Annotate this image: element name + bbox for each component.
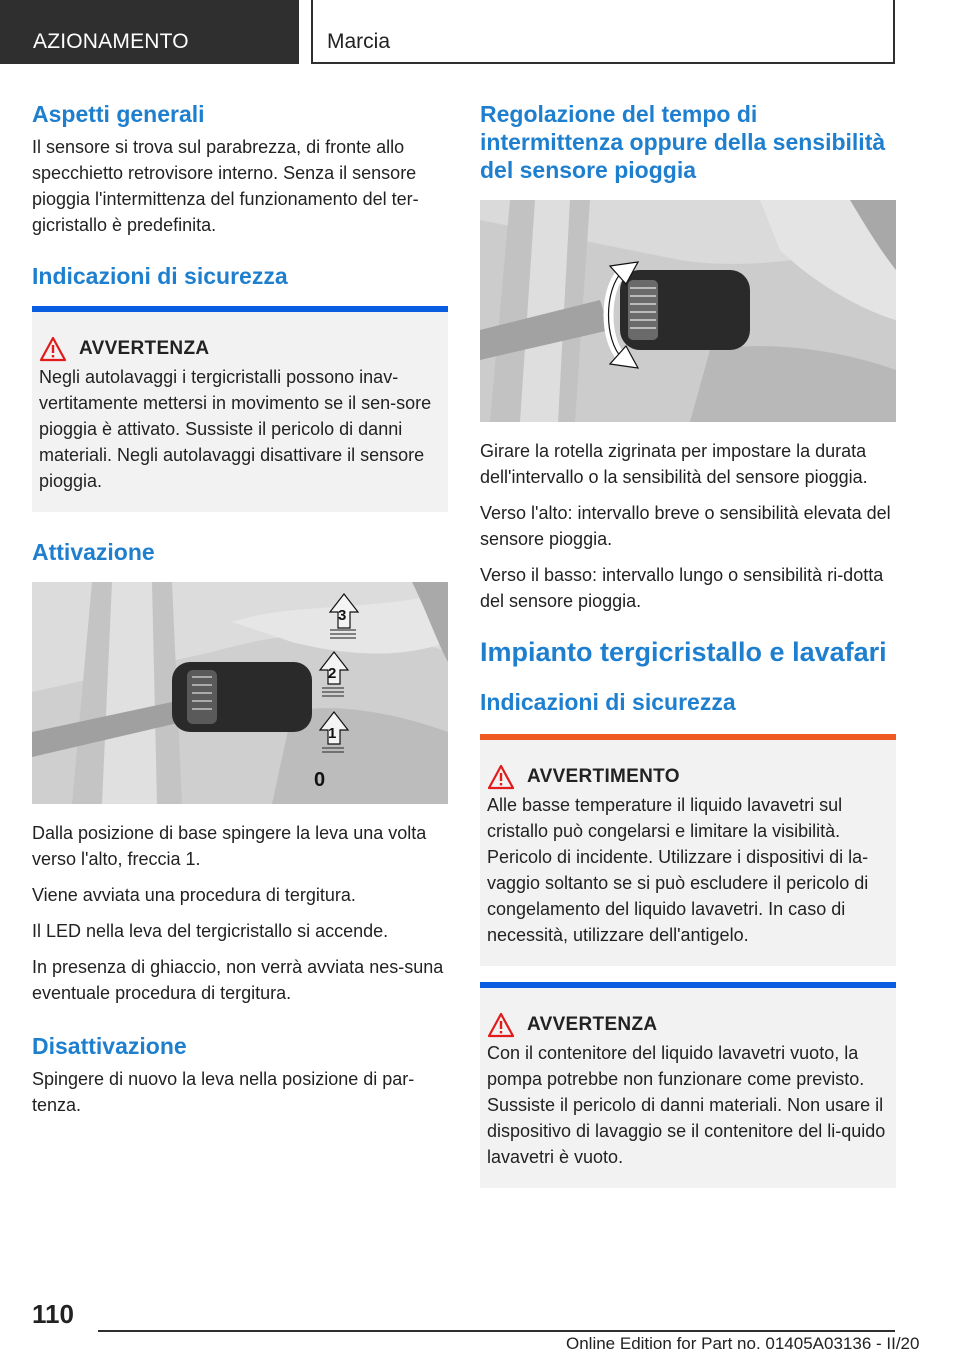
- figure-label-0: 0: [314, 769, 326, 791]
- figure-label-3: 3: [338, 607, 347, 624]
- warning-title: AVVERTENZA: [79, 338, 210, 359]
- section-tab: AZIONAMENTO: [0, 0, 299, 64]
- paragraph-regolazione-2: Verso l'alto: intervallo breve o sensibilità elevata del sensore pioggia.: [480, 503, 891, 549]
- paragraph-attivazione-3: Il LED nella leva del tergicristallo si accende.: [32, 921, 389, 941]
- page-number: 110: [32, 1299, 74, 1329]
- warning-box-avvertenza-2: [480, 982, 896, 1188]
- heading-aspetti-generali: Aspetti generali: [32, 101, 205, 127]
- left-column: [32, 100, 448, 1128]
- warning-triangle-icon: [487, 764, 515, 790]
- warning-box-avvertenza: [32, 306, 448, 512]
- right-column: [480, 100, 896, 1204]
- warning-triangle-icon: [39, 336, 67, 362]
- figure-label-1: 1: [328, 725, 337, 742]
- warning-text: Con il contenitore del liquido lavavetri vuoto, la pompa potrebbe non funzionare come previsto. Sussiste il pericolo di danni materiali. Non usare il dispositivo di lavaggio se il contenitore del li-quido lavavetri è vuoto.: [487, 1043, 886, 1167]
- paragraph-regolazione-1: Girare la rotella zigrinata per impostare la durata dell'intervallo o la sensibilità del sensore pioggia.: [480, 441, 868, 487]
- paragraph-regolazione-3: Verso il basso: intervallo lungo o sensibilità ri-dotta del sensore pioggia.: [480, 565, 884, 611]
- heading-disattivazione: Disattivazione: [32, 1033, 187, 1059]
- warning-text: Alle basse temperature il liquido lavavetri sul cristallo può congelarsi e limitare la visibilità. Pericolo di incidente. Utilizzare i dispositivi di la-vaggio soltanto se si può escludere il pericolo di congelamento del liquido lavavetri. In caso di necessità, utilizzare dell'antigelo.: [487, 795, 869, 945]
- warning-title: AVVERTENZA: [527, 1014, 658, 1035]
- figure-knurled-wheel: [480, 200, 896, 422]
- chapter-tab: Marcia: [311, 0, 895, 64]
- footer-edition: Online Edition for Part no. 01405A03136 - II/20: [566, 1334, 920, 1353]
- heading-impianto-tergicristallo: Impianto tergicristallo e lavafari: [480, 637, 887, 667]
- paragraph-aspetti: Il sensore si trova sul parabrezza, di fronte allo specchietto retrovisore interno. Senza il sensore pioggia l'intermittenza del funzionamento del ter-gicristallo è predefinita.: [32, 137, 419, 235]
- heading-regolazione: Regolazione del tempo di intermittenza oppure della sensibilità del sensore pioggia: [480, 101, 886, 183]
- figure-label-2: 2: [328, 665, 337, 682]
- warning-triangle-icon: [487, 1012, 515, 1038]
- lever-wheel-image: [620, 270, 750, 350]
- paragraph-attivazione-4: In presenza di ghiaccio, non verrà avviata nes-suna eventuale procedura di tergitura.: [32, 957, 444, 1003]
- warning-text: Negli autolavaggi i tergicristalli possono inav-vertitamente mettersi in movimento se il sen-sore pioggia è attivato. Sussiste il pericolo di danni materiali. Negli autolavaggi disattivare il sensore pioggia.: [39, 367, 432, 491]
- warning-title: AVVERTIMENTO: [527, 766, 680, 787]
- heading-indicazioni-sicurezza: Indicazioni di sicurezza: [32, 263, 288, 289]
- paragraph-attivazione-1: Dalla posizione di base spingere la leva una volta verso l'alto, freccia 1.: [32, 823, 427, 869]
- paragraph-attivazione-2: Viene avviata una procedura di tergitura.: [32, 885, 356, 905]
- heading-attivazione: Attivazione: [32, 539, 155, 565]
- paragraph-disattivazione: Spingere di nuovo la leva nella posizione di par-tenza.: [32, 1069, 415, 1115]
- warning-box-avvertimento: [480, 734, 896, 966]
- heading-indicazioni-sicurezza-2: Indicazioni di sicurezza: [480, 689, 736, 715]
- figure-wiper-lever-activation: [32, 582, 448, 804]
- footer-rule: [98, 1330, 895, 1332]
